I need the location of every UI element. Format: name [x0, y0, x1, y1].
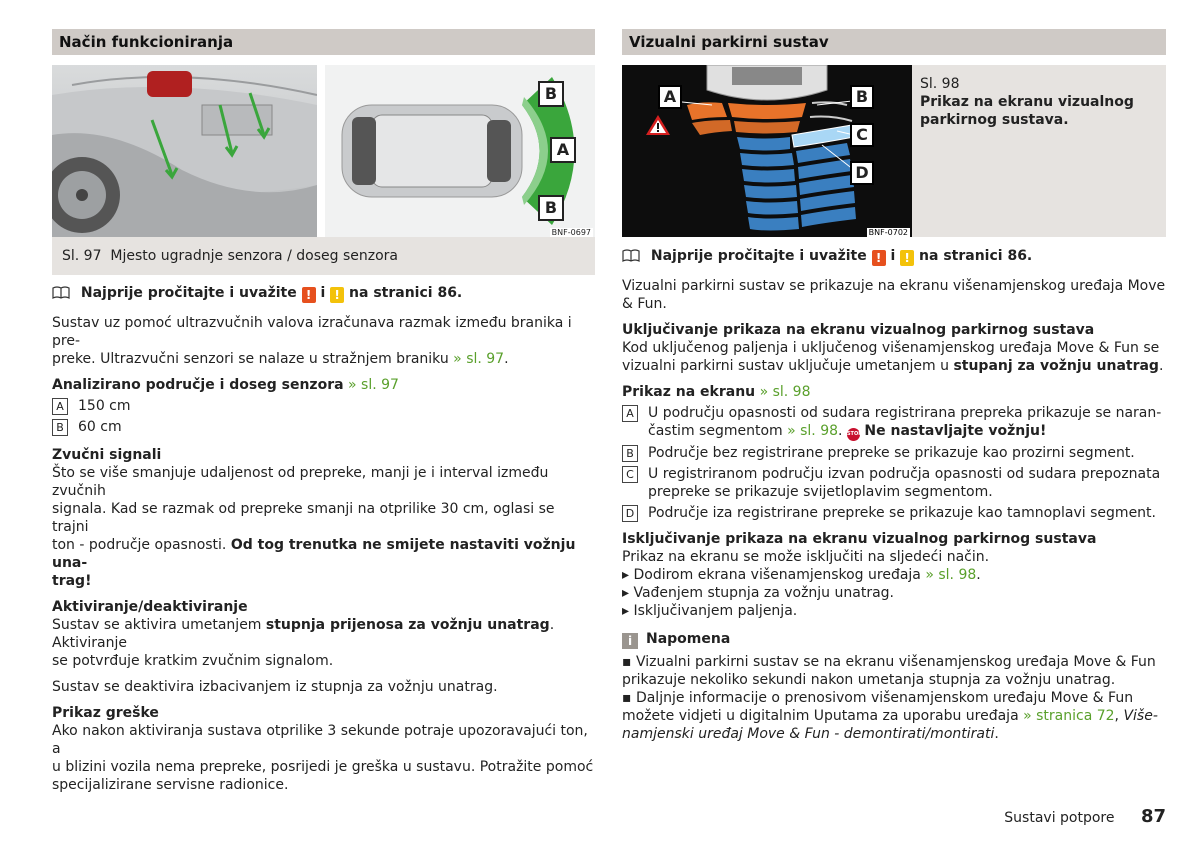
key-a: A [622, 405, 638, 422]
warning-red-icon: ! [872, 250, 886, 266]
caption-number: Sl. 97 [62, 248, 102, 264]
figure-link[interactable]: » sl. 98 [787, 423, 839, 439]
sound-heading: Zvučni signali [52, 447, 162, 463]
on-heading: Uključivanje prikaza na ekranu vizualnog parkirnog sustava [622, 322, 1095, 338]
figure-caption [52, 237, 595, 275]
stop-icon: STOP [847, 428, 860, 441]
caption-number: Sl. 98 [920, 76, 960, 92]
range-heading: Analizirano područje i doseg senzora » sl. 97 [52, 377, 399, 393]
key-c: C [622, 466, 638, 483]
range-item-a: A 150 cm [52, 397, 595, 415]
page-number: 87 [1140, 806, 1166, 827]
figure-link[interactable]: » sl. 97 [453, 351, 505, 367]
display-label-c: C [850, 123, 874, 147]
right-column: Vizualni parkirni sustav A B C D BNF-0702 Sl. 98 Prikaz na ekranu vizualnog parkirnog sustava. Najprije pročitajte i uvažite ! i ! na stranici 86. Vizualni parkirni sustav se prikazuje na ekranu višenamjenskog uređaja Move & Fun. Uključivanje prikaza na ekranu vizualnog parkirnog sustava Kod uključenog paljenja i uključenog višenamjenskog uređaja Move & Fun se vizualni parkirni sustav uključuje umetanjem u stupanj za vožnju unatrag. Prikaz na ekranu » sl. 98 A U području opasnosti od sudara registrirana prepreka prikazuje se naran- častim segmentom » sl. 98. STOP Ne nastavljajte vožnju! B Područje bez registrirane prepreke se prikazuje kao prozirni segment. C U registriranom području izvan područja opasnosti od sudara prepoznata prepreke se prikazuje svijetloplavim segmentom. D Područje iza registrirane prepreke se prikazuje kao tamnoplavi segment. Isključivanje prikaza na ekranu vizualnog parkirnog sustava Prikaz na ekranu se može isključiti na sljedeći način. ▸ Dodirom ekrana višenamjenskog uređaja » sl. 98. ▸ Vađenjem stupnja za vožnju unatrag. ▸ Isključivanjem paljenja. i Napomena ▪ Vizualni parkirni sustav se na ekranu višenamjenskog uređaja Move & Fun prikazuje nekoliko sekundi nakon umetanja stupnja za vožnju unatrag. ▪ Daljnje informacije o prenosivom višenamjenskom uređaju Move & Fun možete vidjeti u digitalnim Uputama za uporabu uređaja » stranica 72, Više- namjenski uređaj Move & Fun - demontirati/montirati. [622, 29, 1166, 743]
error-heading: Prikaz greške [52, 705, 159, 721]
display-item-c: C U registriranom području izvan područja opasnosti od sudara prepoznata prepreke se prikazuje svijetloplavim segmentom. [622, 465, 1166, 501]
page-link[interactable]: » stranica 72 [1023, 708, 1115, 724]
key-b: B [622, 445, 638, 462]
figure-label-b-bottom: B [538, 195, 564, 221]
key-a: A [52, 398, 68, 415]
figure-link[interactable]: » sl. 98 [759, 384, 811, 400]
note-heading: i Napomena [622, 630, 1166, 649]
display-label-b: B [850, 85, 874, 109]
key-d: D [622, 505, 638, 522]
figure-link[interactable]: » sl. 98 [925, 567, 977, 583]
display-label-d: D [850, 161, 874, 185]
info-icon: i [622, 633, 638, 649]
warning-yellow-icon: ! [330, 287, 344, 303]
display-item-b: B Područje bez registrirane prepreke se prikazuje kao prozirni segment. [622, 444, 1166, 462]
section-title: Vizualni parkirni sustav [622, 29, 1166, 55]
figure-98 [622, 65, 1166, 237]
page-footer [1004, 806, 1166, 827]
display-item-d: D Područje iza registrirane prepreke se prikazuje kao tamnoplavi segment. [622, 504, 1166, 522]
intro-line-1: Sustav uz pomoć ultrazvučnih valova izračunava razmak između branika i pre- [52, 315, 572, 349]
figure-code: BNF-0697 [551, 228, 591, 237]
activation-heading: Aktiviranje/deaktiviranje [52, 599, 248, 615]
sensor-figure-image [52, 65, 595, 237]
read-first-note: Najprije pročitajte i uvažite ! i ! na stranici 86. [52, 284, 595, 303]
figure-link[interactable]: » sl. 97 [348, 377, 399, 393]
read-first-note: Najprije pročitajte i uvažite ! i ! na stranici 86. [622, 247, 1166, 266]
off-heading: Isključivanje prikaza na ekranu vizualnog parkirnog sustava [622, 531, 1097, 547]
range-item-b: B 60 cm [52, 418, 595, 436]
key-b: B [52, 419, 68, 436]
figure-label-b-top: B [538, 81, 564, 107]
parking-display-image [622, 65, 912, 237]
figure-caption: Sl. 98 Prikaz na ekranu vizualnog parkirnog sustava. [912, 65, 1166, 237]
warning-yellow-icon: ! [900, 250, 914, 266]
book-icon [52, 286, 70, 299]
display-item-a: A U području opasnosti od sudara registrirana prepreka prikazuje se naran- častim segmentom » sl. 98. STOP Ne nastavljajte vožnju! [622, 404, 1166, 441]
figure-label-a: A [550, 137, 576, 163]
caption-text: Mjesto ugradnje senzora / doseg senzora [110, 248, 398, 264]
display-heading: Prikaz na ekranu » sl. 98 [622, 384, 811, 400]
figure-97 [52, 65, 595, 237]
display-label-a: A [658, 85, 682, 109]
warning-red-icon: ! [302, 287, 316, 303]
intro-line-2: preke. Ultrazvučni senzori se nalaze u stražnjem braniku » sl. 97. [52, 351, 509, 367]
book-icon [622, 249, 640, 262]
left-column: Način funkcioniranja B A B BNF-0697 Sl. 97 Mjesto ugradnje senzora / doseg senzora Najprije pročitajte i uvažite ! i ! na stranici 86. Sustav uz pomoć ultrazvučnih valova izračunava razmak između branika i pre- preke. Ultrazvučni senzori se nalaze u stražnjem braniku » sl. 97. Analizirano područje i doseg senzora » sl. 97 A 150 cm B 60 cm Zvučni signali Što se više smanjuje udaljenost od prepreke, manji je i interval između zvučnih signala. Kad se razmak od prepreke smanji na otprilike 30 cm, oglasi se trajni ton - područje opasnosti. Od tog trenutka ne smijete nastaviti vožnju una- trag! Aktiviranje/deaktiviranje Sustav se aktivira umetanjem stupnja prijenosa za vožnju unatrag. Aktiviranje se potvrđuje kratkim zvučnim signalom. Sustav se deaktivira izbacivanjem iz stupnja za vožnju unatrag. Prikaz greške Ako nakon aktiviranja sustava otprilike 3 sekunde potraje upozoravajući ton, a u blizini vozila nema prepreke, posrijedi je greška u sustavu. Potražite pomoć specijalizirane servisne radionice. [52, 29, 595, 794]
section-title: Način funkcioniranja [52, 29, 595, 55]
figure-code: BNF-0702 [868, 228, 908, 237]
footer-section: Sustavi potpore [1004, 810, 1115, 826]
